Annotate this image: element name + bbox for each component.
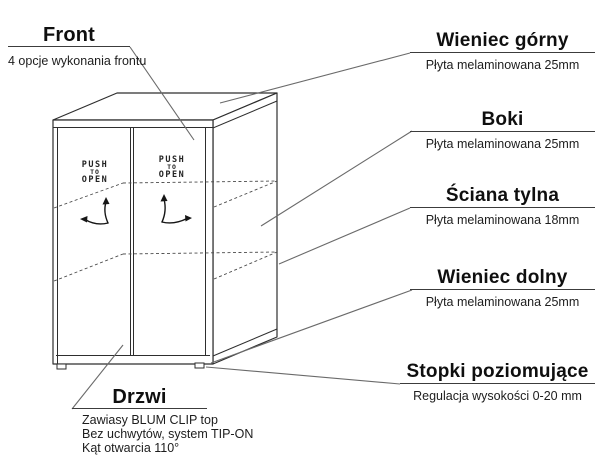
callout-boki-title: Boki [481, 109, 524, 130]
callout-sciana-tylna-title: Ściana tylna [445, 185, 560, 206]
left-door-to-text: TO [90, 168, 100, 176]
callout-front-description: 4 opcje wykonania frontu [8, 54, 147, 68]
drzwi-description-line: Zawiasy BLUM CLIP top [82, 413, 218, 427]
callout-sciana-tylna [410, 185, 595, 208]
callout-drzwi-title: Drzwi [112, 386, 167, 408]
callout-stopki-description: Regulacja wysokości 0-20 mm [413, 389, 582, 403]
callout-front-title: Front [42, 24, 96, 46]
right-door-push-text: PUSH [158, 155, 186, 165]
cabinet-side-face [213, 93, 277, 364]
drzwi-description-line: Bez uchwytów, system TIP-ON [82, 427, 254, 441]
foot-left [57, 364, 66, 369]
callout-wieniec-gorny-title: Wieniec górny [436, 30, 569, 51]
drzwi-description-line: Kąt otwarcia 110° [82, 441, 180, 455]
callout-wieniec-dolny-description: Płyta melaminowana 25mm [425, 295, 580, 309]
leader-stopki [206, 367, 400, 384]
leader-boki [261, 131, 412, 226]
callout-wieniec-dolny-title: Wieniec dolny [437, 267, 568, 288]
cabinet-body [53, 93, 277, 364]
callout-wieniec-gorny-description: Płyta melaminowana 25mm [425, 58, 580, 72]
left-door-open-text: OPEN [81, 175, 109, 185]
leader-sciana-tylna [279, 208, 410, 264]
foot-right [195, 363, 204, 368]
right-door-to-text: TO [167, 163, 177, 171]
callout-boki-description: Płyta melaminowana 25mm [425, 137, 580, 151]
right-door-open-text: OPEN [158, 170, 186, 180]
callout-drzwi [72, 386, 207, 409]
callout-drzwi-description [82, 413, 253, 455]
left-door-push-text: PUSH [81, 160, 109, 170]
callout-stopki [400, 361, 595, 384]
callout-stopki-title: Stopki poziomujące [406, 361, 589, 382]
leader-wieniec-gorny [220, 53, 410, 103]
callout-sciana-tylna-description: Płyta melaminowana 18mm [425, 213, 580, 227]
callout-wieniec-dolny [410, 267, 595, 290]
callout-wieniec-gorny [410, 30, 595, 53]
callout-boki [410, 109, 595, 132]
callout-front [8, 24, 130, 47]
